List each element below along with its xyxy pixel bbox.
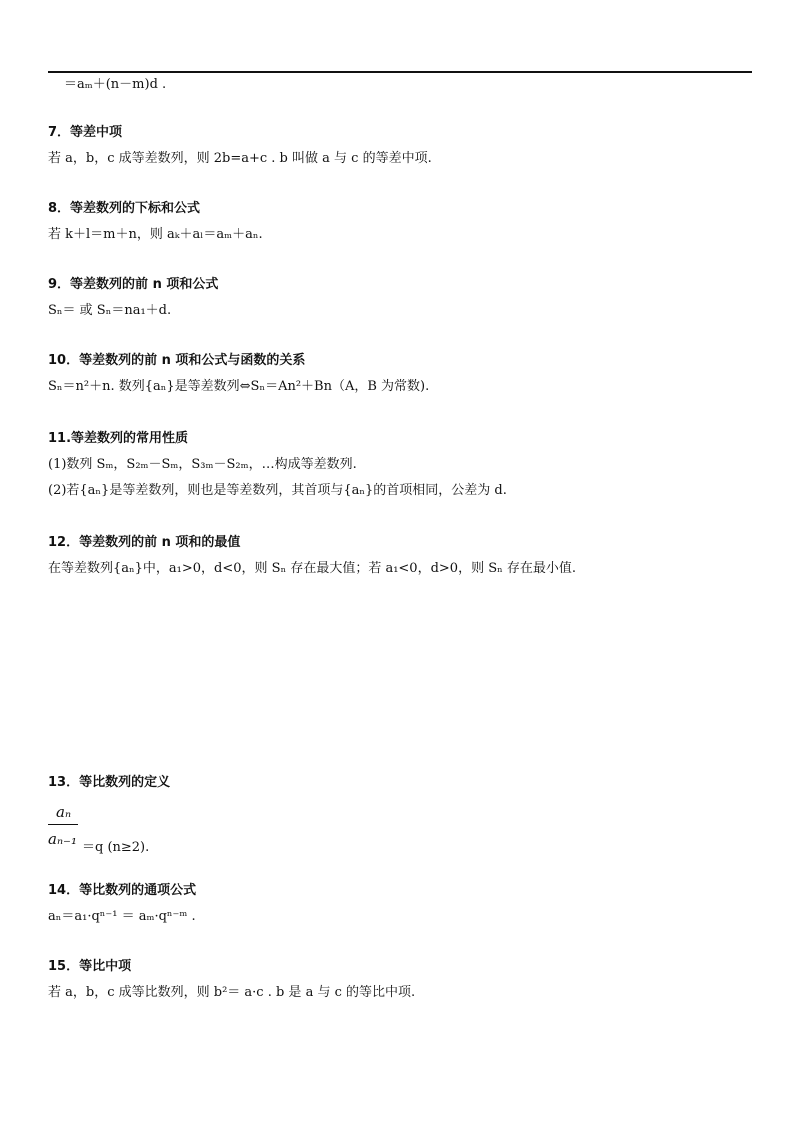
- section-body-14: aₙ＝a₁·qⁿ⁻¹ ＝ aₘ·qⁿ⁻ᵐ .: [48, 909, 196, 924]
- fraction-bar: [48, 824, 78, 825]
- section-body-11-2: (2)若{aₙ}是等差数列，则也是等差数列，其首项与{aₙ}的首项相同，公差为 d.: [48, 483, 507, 498]
- section-heading-15: 15．等比中项: [48, 959, 132, 974]
- section-heading-8: 8．等差数列的下标和公式: [48, 201, 201, 216]
- section-heading-12: 12．等差数列的前 n 项和的最值: [48, 535, 241, 550]
- section-heading-11: 11.等差数列的常用性质: [48, 431, 189, 446]
- formula-line: ＝aₘ＋(n－m)d .: [64, 77, 167, 92]
- section-heading-13: 13．等比数列的定义: [48, 775, 171, 790]
- section-body-10: Sₙ＝n²＋n. 数列{aₙ}是等差数列⇔Sₙ＝An²＋Bn（A，B 为常数).: [48, 379, 430, 394]
- fraction-rest: ＝q (n≥2).: [82, 840, 150, 855]
- header-rule: [48, 71, 752, 73]
- section-body-15: 若 a，b，c 成等比数列，则 b²＝ a·c . b 是 a 与 c 的等比中项.: [48, 985, 416, 1000]
- section-heading-10: 10．等差数列的前 n 项和公式与函数的关系: [48, 353, 306, 368]
- section-heading-9: 9．等差数列的前 n 项和公式: [48, 277, 219, 292]
- fraction-denominator: aₙ₋₁: [48, 830, 77, 848]
- section-body-12: 在等差数列{aₙ}中，a₁>0，d<0，则 Sₙ 存在最大值；若 a₁<0，d>0，则 Sₙ 存在最小值.: [48, 561, 576, 576]
- section-heading-14: 14．等比数列的通项公式: [48, 883, 197, 898]
- section-body-7: 若 a，b，c 成等差数列，则 2b=a+c . b 叫做 a 与 c 的等差中项.: [48, 151, 432, 166]
- fraction-numerator: aₙ: [56, 803, 72, 821]
- section-body-9: Sₙ＝ 或 Sₙ＝na₁＋d.: [48, 303, 172, 318]
- section-heading-7: 7．等差中项: [48, 125, 123, 140]
- section-body-8: 若 k＋l＝m＋n，则 aₖ＋aₗ＝aₘ＋aₙ.: [48, 227, 263, 242]
- section-body-11-1: (1)数列 Sₘ，S₂ₘ－Sₘ，S₃ₘ－S₂ₘ，…构成等差数列.: [48, 457, 357, 472]
